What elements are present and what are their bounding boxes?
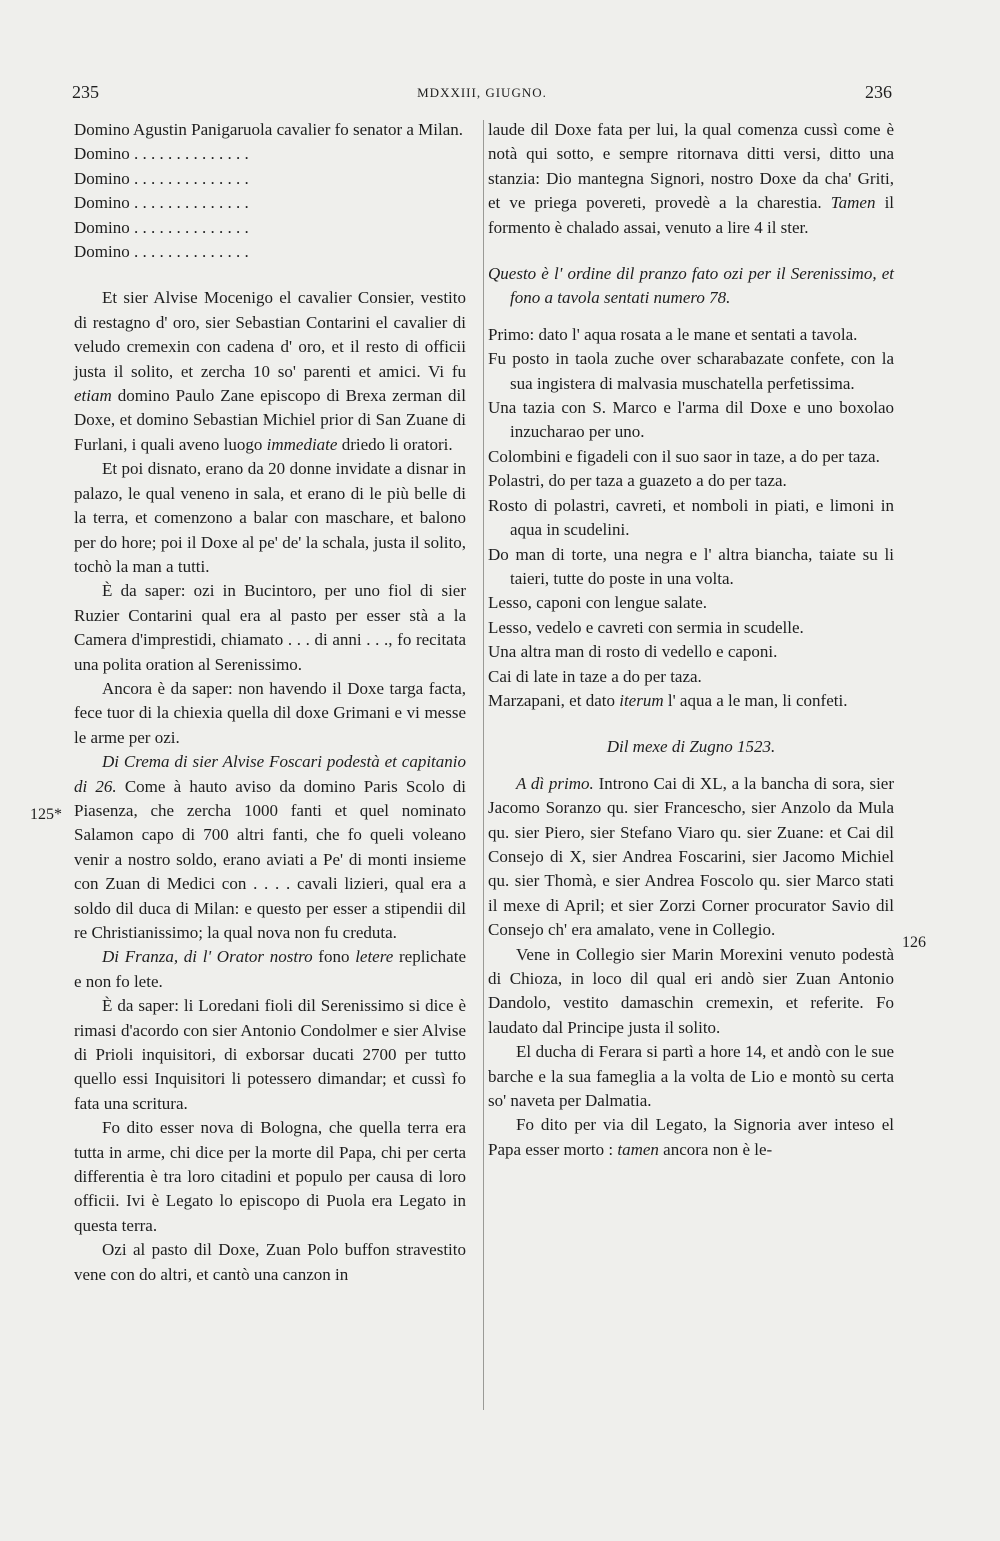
menu-item: Una tazia con S. Marco e l'arma dil Doxe e uno boxolao inzucharao per uno.: [488, 398, 894, 442]
paragraph: È da saper: ozi in Bucintoro, per uno fiol di sier Ruzier Contarini qual era al pasto per esser stà a la Camera d'imprestidi, chiamato . . . di anni . . ., fo recitata una polita oration al Serenissimo.: [74, 581, 466, 674]
menu-item: Rosto di polastri, cavreti, et nomboli in piati, e limoni in aqua in scudelini.: [488, 495, 894, 540]
menu-item: Una altra man di rosto di vedello e caponi.: [488, 642, 778, 662]
left-column: [74, 118, 466, 1287]
paragraph: laude dil Doxe fata per lui, la qual comenza cussì come è notà qui sotto, e sempre ritornava ditti versi, ditto una stanzia: Dio mantegna Signori, nostro Doxe da cha' Griti, et ve priega povereti, provedè a la charestia. Tamen il formento è chalado assai, venuto a lire 4 il ster.: [488, 120, 895, 237]
paragraph: A dì primo. Introno Cai di XL, a la bancha di sora, sier Jacomo Soranzo qu. sier Francescho, sier Anzolo da Mula qu. sier Piero, sier Stefano Viaro qu. sier Zuane: et Cai dil Consejo di X, sier Andrea Foscarini, sier Jacomo Michiel qu. sier Thomà, e sier Andrea Foscolo qu. sier Marco stati il mexe di April; et sier Zorzi Corner procurator Savio dil Consejo ch' era amalato, vene in Collegio.: [488, 773, 894, 940]
running-title: MDXXIII, GIUGNO.: [417, 85, 547, 100]
paragraph: Domino Agustin Panigaruola cavalier fo senator a Milan.: [74, 120, 464, 139]
domino-line: Domino . . . . . . . . . . . . . .: [74, 217, 249, 237]
domino-line: Domino . . . . . . . . . . . . . .: [74, 144, 249, 164]
right-column: [488, 118, 894, 1162]
domino-line: Domino . . . . . . . . . . . . . .: [74, 193, 249, 213]
paragraph: Et sier Alvise Mocenigo el cavalier Consier, vestito di restagno d' oro, sier Sebastian Contarini el cavalier di veludo cremexin con cadena d' oro, et il resto di officii justa il solito, et zercha 10 so' parenti et amici. Vi fu etiam domino Paulo Zane episcopo di Brexa zerman dil Doxe, et domino Sebastian Michiel prior di San Zuane di Furlani, i quali aveno luogo immediate driedo li oratori.: [74, 288, 466, 454]
section-heading: Dil mexe di Zugno 1523.: [606, 737, 776, 757]
menu-item: Do man di torte, una negra e l' altra biancha, taiate su li taieri, tutte do poste in una volta.: [488, 544, 894, 588]
menu-item: Marzapani, et dato iterum l' aqua a le man, li confeti.: [488, 690, 848, 710]
menu-item: Primo: dato l' aqua rosata a le mane et sentati a tavola.: [488, 324, 858, 344]
domino-line: Domino . . . . . . . . . . . . . .: [74, 168, 249, 188]
page-number-left: 235: [72, 82, 99, 102]
paragraph: Fo dito esser nova di Bologna, che quella terra era tutta in arme, chi dice per la morte dil Papa, chi per certa differentia è tra loro citadini et populo per causa di loro officii. Ivi è Legato lo episcopo di Puola era Legato in questa terra.: [74, 1118, 466, 1235]
menu-item: Lesso, caponi con lengue salate.: [488, 593, 708, 613]
menu-item: Fu posto in taola zuche over scharabazate confete, con la sua ingistera di malvasia muschatella perfetissima.: [488, 349, 894, 393]
paragraph: Di Franza, di l' Orator nostro fono letere replichate e non fo lete.: [74, 947, 466, 991]
paragraph: El ducha di Ferara si partì a hore 14, et andò con le sue barche e la sua fameglia a la volta de Lio e montò su certa so' naveta per Dalmatia.: [488, 1042, 894, 1111]
page-number-right: 236: [865, 82, 892, 102]
menu-item: Colombini e figadeli con il suo saor in taze, a do per taza.: [488, 446, 880, 466]
margin-number-left: 125*: [30, 806, 62, 823]
margin-number-right: 126: [902, 934, 926, 951]
column-divider: [483, 120, 484, 1410]
paragraph: Vene in Collegio sier Marin Morexini venuto podestà di Chioza, in loco dil qual eri andò sier Zuan Antonio Dandolo, vestito damaschin cremexin, et referite. Fo laudato dal Principe justa il solito.: [488, 944, 894, 1037]
paragraph: Ancora è da saper: non havendo il Doxe targa facta, fece tuor di la chiexia quella dil doxe Grimani e vi messe le arme per ozi.: [74, 678, 466, 747]
paragraph: Fo dito per via dil Legato, la Signoria aver inteso el Papa esser morto : tamen ancora non è le-: [488, 1115, 894, 1159]
paragraph: Ozi al pasto dil Doxe, Zuan Polo buffon stravestito vene con do altri, et cantò una canzon in: [74, 1240, 466, 1284]
menu-item: Lesso, vedelo e cavreti con sermia in scudelle.: [488, 617, 804, 637]
paragraph: È da saper: li Loredani fioli dil Serenissimo si dice è rimasi d'acordo con sier Antonio Condolmer e sier Alvise di Prioli inquisitori, di exborsar ducati 2700 per tutto quello essi Inquisitori li potessero dimandar; et cussì fo fata una scritura.: [74, 996, 466, 1113]
running-header: [72, 82, 892, 110]
menu-item: Polastri, do per taza a guazeto a do per taza.: [488, 471, 787, 491]
menu-title: Questo è l' ordine dil pranzo fato ozi per il Serenissimo, et fono a tavola sentati numero 78.: [488, 264, 894, 308]
menu-item: Cai di late in taze a do per taza.: [488, 666, 702, 686]
paragraph: Et poi disnato, erano da 20 donne invidate a disnar in palazo, le qual veneno in sala, et erano di le più belle di la terra, et comenzono a balar con maschare, et balono per do hore; poi il Doxe al pe' de' la schala, justa il solito, tochò la man a tutti.: [74, 459, 466, 576]
paragraph: Di Crema di sier Alvise Foscari podestà et capitanio di 26. Come à hauto aviso da domino Paris Scolo di Piasenza, che zercha 1000 fanti et quel nominato Salamon capo di 700 altri fanti, che fo queli voleano venir a nostro soldo, erano aviati a Pe' di monti insieme con Zuan di Medici con . . . . cavali lizieri, qual era a soldo dil duca di Milan: e questo per esser a stipendii dil re Christianissimo; la qual nova non fu creduta.: [74, 752, 466, 942]
domino-line: Domino . . . . . . . . . . . . . .: [74, 242, 249, 262]
